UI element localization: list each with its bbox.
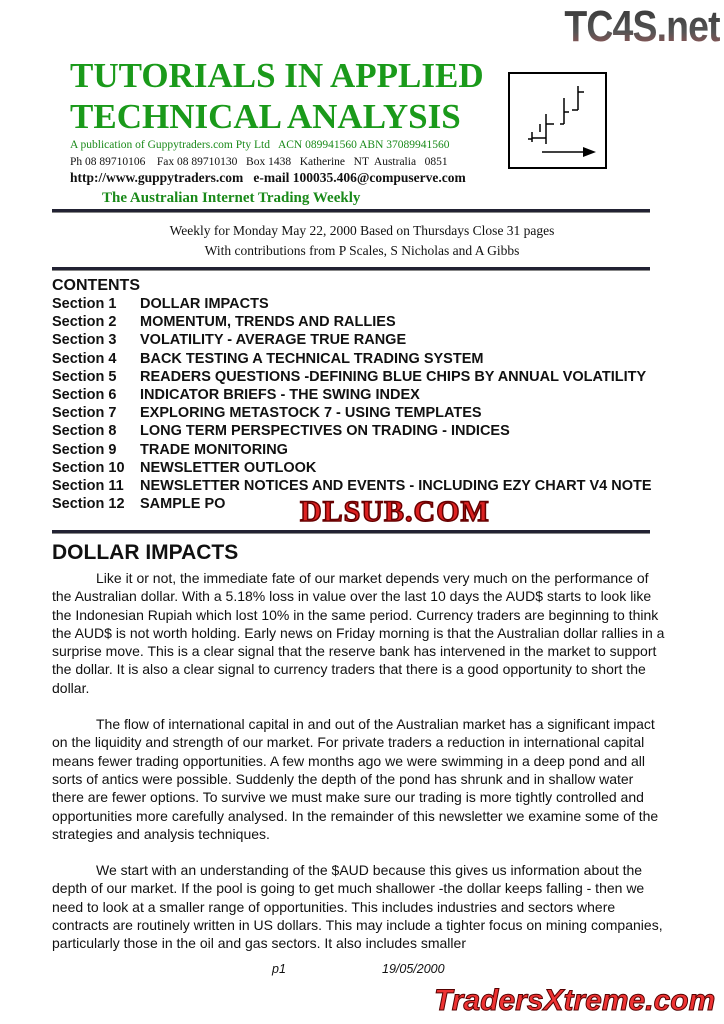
contents-item[interactable] (52, 441, 652, 459)
watermark-bottom: TradersXtreme.com (434, 984, 716, 1017)
newsletter-title (70, 55, 484, 137)
page-number: p1 (272, 962, 286, 976)
divider (52, 530, 650, 534)
contents-item[interactable] (52, 368, 652, 386)
contents-item[interactable] (52, 295, 652, 313)
section-number: Section 4 (52, 350, 117, 367)
divider (52, 267, 650, 271)
contact-line: Ph 08 89710106 Fax 08 89710130 Box 1438 Katherine NT Australia 0851 (70, 156, 448, 168)
publisher: A publication of Guppytraders.com Pty Ltd (70, 139, 270, 151)
section-title: NEWSLETTER OUTLOOK (140, 459, 317, 476)
section-number: Section 5 (52, 368, 117, 385)
section-title: DOLLAR IMPACTS (140, 296, 269, 312)
contents-item[interactable] (52, 477, 652, 495)
issue-info (0, 221, 724, 261)
contents-heading: CONTENTS (52, 277, 140, 294)
footer-date: 19/05/2000 (382, 962, 445, 976)
divider (52, 209, 650, 213)
section-title: VOLATILITY - AVERAGE TRUE RANGE (140, 332, 407, 349)
contents-item[interactable] (52, 386, 652, 404)
contents-item[interactable] (52, 459, 652, 477)
contents-item[interactable] (52, 422, 652, 440)
tagline: The Australian Internet Trading Weekly (102, 190, 361, 206)
contents-item[interactable] (52, 350, 652, 368)
section-title: BACK TESTING A TECHNICAL TRADING SYSTEM (140, 350, 484, 367)
section-title: LONG TERM PERSPECTIVES ON TRADING - INDICES (140, 423, 510, 440)
section-title: MOMENTUM, TRENDS AND RALLIES (140, 314, 396, 331)
section-title: READERS QUESTIONS -DEFINING BLUE CHIPS BY ANNUAL VOLATILITY (140, 368, 647, 385)
section-number: Section 7 (52, 405, 117, 422)
section-number: Section 6 (52, 386, 117, 403)
section-title: INDICATOR BRIEFS - THE SWING INDEX (140, 386, 420, 403)
article-heading: DOLLAR IMPACTS (52, 541, 239, 564)
section-number: Section 1 (52, 296, 117, 312)
paragraph: Like it or not, the immediate fate of our market depends very much on the performance of the Australian dollar. With a 5.18% loss in value over the last 10 days the AUD$ starts to look like the Indonesian Rupiah which lost 10% in the same period. Currency traders are beginning to think the AUD$ is not worth holding. Early news on Friday morning is that the Australian dollar rallies in a surprise move. This is a clear signal that the reserve bank has intervened in the market to support the dollar. It is also a clear signal to currency traders that there is a good opportunity to short the dollar. (52, 570, 665, 696)
section-number: Section 2 (52, 314, 117, 331)
article-body (52, 569, 666, 971)
section-title: EXPLORING METASTOCK 7 - USING TEMPLATES (140, 405, 482, 422)
web-email-line[interactable]: http://www.guppytraders.com e-mail 100035.406@compuserve.com (70, 170, 466, 185)
contents-item[interactable] (52, 404, 652, 422)
watermark-top: TC4S.net (564, 2, 720, 51)
section-number: Section 12 (52, 496, 125, 513)
paragraph: We start with an understanding of the $AUD because this gives us information about the depth of our market. If the pool is going to get much shallower -the dollar keeps falling - then we need to look at a smaller range of opportunities. This includes industries and sectors where contracts are routinely written in US dollars. This may include a tighter focus on mining companies, particularly those in the oil and gas sectors. It also includes smaller (52, 862, 663, 952)
section-title: TRADE MONITORING (140, 441, 288, 458)
title-line-1: TUTORIALS IN APPLIED (70, 56, 484, 95)
section-number: Section 9 (52, 441, 117, 458)
publisher-line (70, 138, 450, 152)
section-number: Section 11 (52, 477, 124, 494)
contributors: With contributions from P Scales, S Nicholas and A Gibbs (204, 243, 520, 258)
watermark-middle: DLSUB.COM (300, 495, 490, 528)
section-number: Section 3 (52, 332, 117, 349)
rising-bar-chart-arrow-icon (508, 72, 607, 169)
company-numbers: ACN 089941560 ABN 37089941560 (277, 139, 450, 151)
section-number: Section 10 (52, 459, 125, 476)
contents-list (52, 277, 652, 513)
section-title: NEWSLETTER NOTICES AND EVENTS - INCLUDING EZY CHART V4 NOTE (140, 477, 652, 494)
contents-item[interactable] (52, 313, 652, 331)
section-number: Section 8 (52, 423, 117, 440)
contents-item[interactable] (52, 331, 652, 349)
title-line-2: TECHNICAL ANALYSIS (70, 97, 461, 136)
paragraph: The flow of international capital in and out of the Australian market has a significant impact on the liquidity and strength of our market. For private traders a reduction in international capital means fewer trading opportunities. A few months ago we were swimming in a deep pond and all sorts of antics were possible. Suddenly the depth of the pond has shrunk and in shallow water there are fewer options. To survive we must make sure our trading is more tightly controlled and opportunities more carefully analysed. In the remainder of this newsletter we examine some of the strategies and analysis techniques. (52, 716, 659, 842)
issue-date: Weekly for Monday May 22, 2000 Based on Thursdays Close 31 pages (169, 223, 555, 238)
section-title: SAMPLE PO (140, 496, 226, 513)
